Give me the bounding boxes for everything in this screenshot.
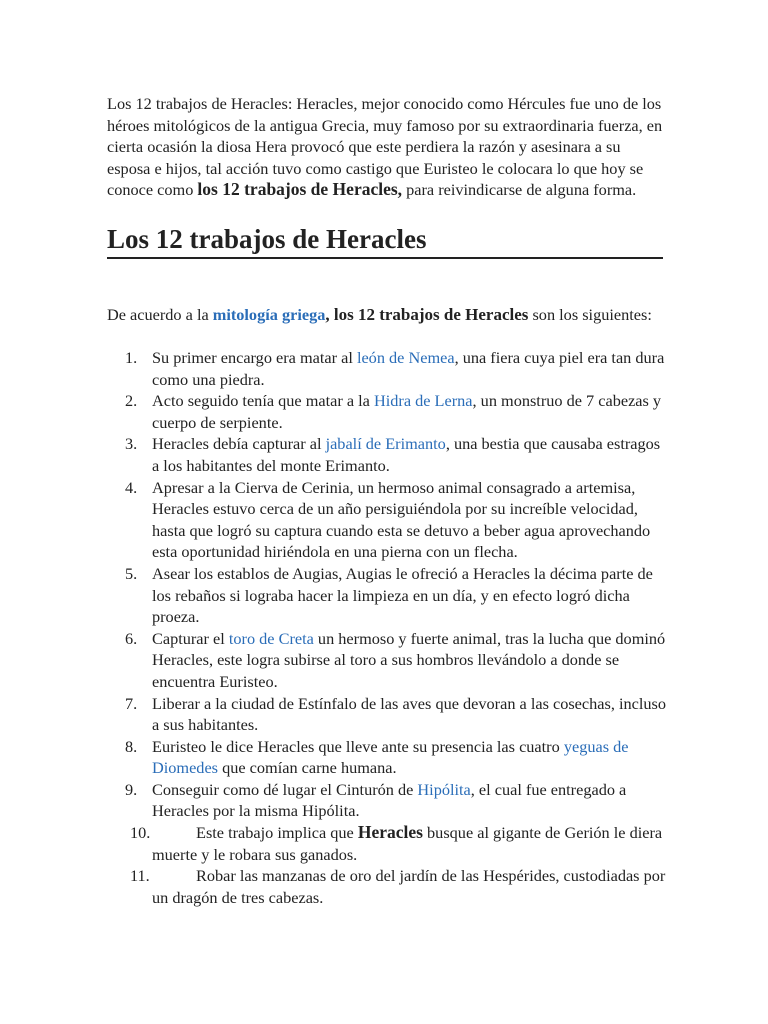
list-item	[107, 693, 667, 736]
lead-bold: , los 12 trabajos de Heracles	[325, 305, 529, 324]
item-bold: Heracles	[357, 822, 423, 843]
list-item	[107, 390, 667, 433]
item-number: 3.	[125, 434, 138, 454]
link-hidra-de-lerna[interactable]: Hidra de Lerna	[373, 391, 473, 411]
labors-list	[107, 347, 667, 908]
item-text: Su primer encargo era matar al	[152, 348, 357, 367]
link-mitologia-griega[interactable]: mitología griega	[212, 305, 326, 324]
link-jabali-de-erimanto[interactable]: jabalí de Erimanto	[325, 434, 446, 454]
list-item	[107, 563, 667, 628]
item-text: un hermoso y fuerte animal, tras la lucha que dominó Heracles, este logra subirse al toro a sus hombros llevándolo a donde se encuentra Euristeo.	[152, 628, 666, 691]
link-yeguas-de-diomedes[interactable]: yeguas de Diomedes	[152, 736, 629, 778]
item-text: Capturar el	[152, 628, 229, 648]
item-text: Acto seguido tenía que matar a la	[152, 391, 374, 411]
list-item	[107, 736, 667, 779]
item-text: Robar las manzanas de oro del jardín de las Hespérides, custodiadas por un dragón de tres cabezas.	[152, 866, 666, 907]
intro-bold: los 12 trabajos de Heracles,	[197, 179, 403, 200]
list-item	[107, 477, 667, 563]
lead-pre: De acuerdo a la	[107, 305, 213, 324]
item-number: 1.	[125, 348, 138, 367]
item-text: Euristeo le dice Heracles que lleve ante su presencia las cuatro	[152, 736, 564, 756]
item-number: 6.	[125, 628, 138, 648]
intro-paragraph	[107, 93, 667, 201]
item-text: busque al gigante de Gerión le diera muerte y le robara sus ganados.	[152, 823, 663, 864]
item-text: , una bestia que causaba estragos a los habitantes del monte Erimanto.	[152, 434, 661, 475]
item-text: Apresar a la Cierva de Cerinia, un hermoso animal consagrado a artemisa, Heracles estuvo cerca de un año persiguiéndola por su increíble velocidad, hasta que logró su captura cuando esta se detuvo a beber agua aprovechando esta oportunidad hiriéndola en una pierna con un flecha.	[152, 477, 651, 562]
item-text: Conseguir como dé lugar el Cinturón de	[152, 779, 418, 799]
lead-paragraph	[107, 304, 667, 326]
intro-tail: para reivindicarse de alguna forma.	[402, 180, 637, 200]
link-hipolita[interactable]: Hipólita	[417, 779, 471, 799]
list-item	[107, 628, 667, 693]
item-number: 7.	[125, 693, 138, 713]
item-number: 5.	[125, 563, 138, 583]
list-item	[107, 433, 667, 476]
item-number: 9.	[125, 779, 138, 799]
section-heading: Los 12 trabajos de Heracles	[107, 222, 663, 259]
link-leon-de-nemea[interactable]: león de Nemea	[356, 348, 455, 367]
intro-text: Los 12 trabajos de Heracles: Heracles, mejor conocido como Hércules fue uno de los héroes mitológicos de la antigua Grecia, muy famoso por su extraordinaria fuerza, en cierta ocasión la diosa Hera provocó que este perdiera la razón y asesinara a su esposa e hijos, tal acción tuvo como castigo que Euristeo le colocara lo que hoy se conoce como	[107, 94, 663, 200]
item-number: 8.	[125, 736, 138, 756]
item-text: Heracles debía capturar al	[152, 434, 326, 454]
list-item	[107, 822, 667, 865]
list-item	[107, 347, 667, 390]
item-text: , una fiera cuya piel era tan dura como una piedra.	[152, 348, 665, 389]
item-text: Asear los establos de Augias, Augias le ofreció a Heracles la décima parte de los rebaños si lograba hacer la limpieza en un día, y en efecto logró dicha proeza.	[152, 563, 653, 627]
item-text: , el cual fue entregado a Heracles por la misma Hipólita.	[152, 779, 627, 821]
item-text: , un monstruo de 7 cabezas y cuerpo de serpiente.	[152, 391, 662, 432]
item-number: 4.	[125, 477, 138, 497]
link-toro-de-creta[interactable]: toro de Creta	[228, 628, 314, 648]
item-number: 2.	[125, 391, 138, 411]
item-text: Liberar a la ciudad de Estínfalo de las aves que devoran a las cosechas, incluso a sus habitantes.	[152, 693, 667, 735]
item-number: 11.	[130, 866, 150, 886]
item-number: 10.	[130, 823, 151, 843]
item-text: que comían carne humana.	[218, 758, 397, 778]
item-text: Este trabajo implica que	[196, 823, 358, 843]
list-item	[107, 865, 667, 908]
lead-post: son los siguientes:	[528, 305, 652, 324]
list-item	[107, 779, 667, 822]
